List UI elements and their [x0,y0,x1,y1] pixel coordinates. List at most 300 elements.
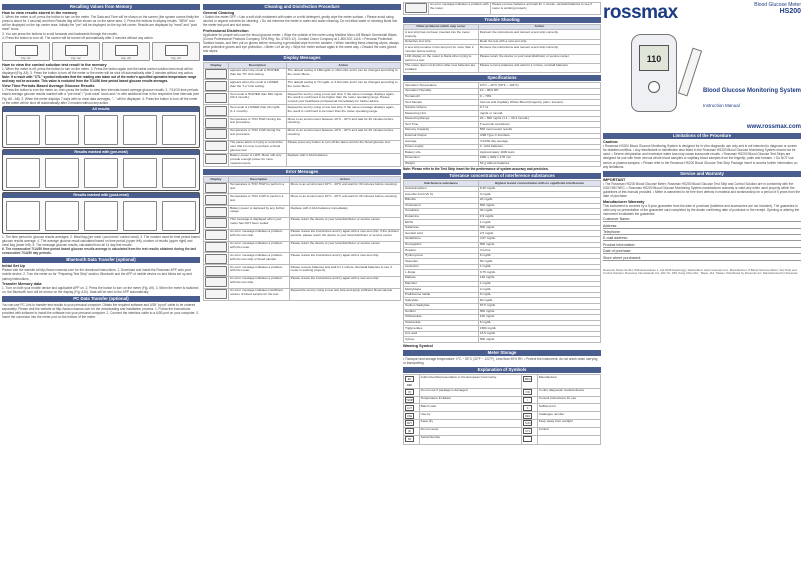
tolerance-substance: Heparin [404,248,479,254]
trouble-problem: The meter does not function after new batteries are installed. [404,64,479,73]
symbol-glyph-cell [404,412,420,420]
tolerance-substance: Triglycerides [404,326,479,332]
tolerance-concentration: 30 mg/dL [478,209,600,215]
symbol-icon: SN [405,436,414,442]
screen-all-results: All results [2,106,200,148]
error-display-cell [204,288,229,300]
tolerance-substance: Glutathione [404,236,479,242]
field-telephone[interactable]: Telephone: [603,230,801,235]
symbol-meaning: Sufficient for [537,404,600,412]
tolerance-concentration: 120 mg/dL [478,276,600,282]
display-desc: appears when the result is LOWER than the "Lo" limit setting. [229,80,287,92]
symbol-row [404,375,601,389]
error-action: Please return the device to your local distributor or service center. [289,218,400,230]
para-transfer: 1. Turn on both your mobile device and applicable APP on. 2. Press the button to turn on the meter (Fig. A9). 3. When the meter is switched on, the Bluetooth icon will be shown on the display (Fig. A10). Data will be sent to the APP automatically. [2,285,199,294]
error-screen-icon [205,183,227,193]
symbol-icon: (2) [405,428,414,434]
error-action: Please review the instructions and try again with a new test strip. [289,253,400,265]
error-desc: Battery power is depleted by any further usage. [229,206,290,218]
error-screen-icon [205,277,227,287]
tolerance-substance: Pralidoxime iodide [404,292,479,298]
display-cell [204,129,229,141]
troubleshooting-table [403,24,601,74]
column-cover [603,2,801,560]
display-action: Please press any button to turn off the alarm and do the blood glucose test. [286,140,400,153]
th-trouble-action: Action [478,24,600,30]
spec-value: 108L x 40W x 17H mm [478,155,600,161]
product-line: Blood Glucose Meter [754,2,801,8]
test-strip-image [678,48,702,97]
trouble-action: Please remove batteries and wait for 1 minute, reinstall batteries. [478,64,600,73]
tolerance-substance: L-Dopa [404,270,479,276]
heading-transfer: Transfer Memory data [2,281,42,286]
tolerance-concentration: 500 mg/dL [478,203,600,209]
error-desc: This message is displayed when your meter has NOT been coded. [229,218,290,230]
spec-key: Sample Volume [404,105,479,111]
spec-key: Operation Humidity [404,89,479,95]
specifications-table [403,82,601,167]
error-action: Please review the instructions and try again with a new test strip. If the problem persists, please return the device to your local distributor or service center. [289,229,400,241]
display-row [204,92,401,105]
display-row [204,140,401,153]
tolerance-concentration: 6.25 mg/dL [478,186,600,192]
hero-illustration [603,28,801,120]
section-bar-limitations: Limitations of the Procedure [603,133,801,139]
display-desc: Temperature is TOO HIGH during the test procedure. [229,117,287,129]
symbol-meaning: Authorized Representative in the European Community [419,375,522,389]
symbol-icon: EC REP [406,377,413,387]
spec-key: Average [404,139,479,145]
section-bar-recall: Recalling Values from Memory [2,4,200,10]
symbols-table [403,374,601,445]
symbol-meaning: Consult instructions for use [537,396,600,404]
symbol-row [404,412,601,420]
error-row [204,265,401,277]
symbol-row [404,404,601,412]
symbol-meaning [537,435,600,445]
para-control-memory: 1. When the meter is off, press the button to turn on the meter. 2. Press the button again and the latest control solution test result will be displayed (Fig. A5). 3. Press the button to turn off the meter or the meter will be shut off automatically after 2 minutes without any action. [2,66,194,75]
display-row [204,153,401,166]
trouble-row [404,64,601,73]
error-top-action: Please remove batteries and wait for 1 minute, reinstall batteries to see if meter is working properly. [491,3,601,15]
display-screen-icon [205,154,227,164]
section-bar-storage: Meter Storage [403,350,601,356]
section-bar-cleaning: Cleaning and Disinfection Procedure [203,4,401,10]
error-desc: Temperature is TOO HIGH to perform a test. [229,182,290,194]
display-action: Move to an environment between 10°C - 40°C and wait for 30 minutes before retesting. [286,129,400,141]
symbol-meaning: Do not reuse [419,427,522,435]
trouble-row [404,54,601,63]
field-product-info[interactable]: Product Information: [603,243,801,248]
spec-key: Power supply [404,144,479,150]
error-action: Please review the instructions and try again with a new test strip. [289,276,400,288]
th-problem: Other problems which may occur [404,24,479,30]
tolerance-concentration: 100 mg/dL [478,315,600,321]
spec-value: 20 ~ 600 mg/dL (1.1 ~ 33.3 mmol/L) [478,116,600,122]
tolerance-concentration: 2.5 mg/dL [478,231,600,237]
para-mfr-warranty: This instrument is covered by a 5 year guarantee from the date of purchase (batteries and accessories are not included). The guarantee is valid only on presentation of the guarantee card completed by the dealer confirming date of purchase or the receipt. Opening or altering the instrument invalidates the guarantee. [603,203,800,216]
symbol-row [404,427,601,435]
symbol-meaning: Control [537,427,600,435]
error-action: Move to an environment 10°C - 40°C and wait for 30 minutes before retesting. [289,194,400,206]
hero-title: Blood Glucose Monitoring System [703,88,801,94]
symbol-glyph-cell [522,404,538,412]
display-cell [204,92,229,105]
symbol-glyph-cell [404,427,420,435]
symbol-glyph-cell [404,388,420,396]
symbol-glyph-cell [522,427,538,435]
meter-image [631,34,677,112]
th-error-display: Display [204,177,229,183]
error-screen-icon [205,218,227,228]
para-cleaning: • Switch the meter OFF. • Use a soft cloth moistened with water or a mild detergent, gently wipe the meter surface. • Please avoid using alcohol or organic solvents for cleaning. • Do not immerse the meter in water and water cleaning. Do not allow water or cleaning fluids into the meter test port and slot areas. [203,15,398,28]
display-messages-table [203,62,401,167]
spec-key: Memory Capacity [404,128,479,134]
error-desc: An error message indicates a problem with the meter. [229,265,290,277]
display-action: Repeat the test by using a new test strip. If the same message displays again, the result is confirmed to be higher than the meter operating range. Please consult your healthcare professional immediately for further advice. [286,92,400,105]
symbol-meaning: Temperature limitation [419,396,522,404]
heading-general-cleaning: General Cleaning [203,11,235,16]
symbol-row [404,435,601,445]
display-row [204,105,401,117]
tolerance-substance: Methyldopa [404,287,479,293]
error-screen-icon [205,207,227,217]
symbol-icon: USE [406,414,413,418]
website-url: www.rossmax.com [746,124,801,130]
th-action: Action [286,63,400,69]
display-cell [204,105,229,117]
th-display: Display [204,63,229,69]
tolerance-concentration: 2 mg/dL [478,287,600,293]
error-action: Replace with 2 AAA batteries immediately. [289,206,400,218]
tolerance-concentration: 50 mg/dL [478,259,600,265]
symbol-meaning: Do not use if package is damaged [419,388,522,396]
heading-warning: Warning Symbol [403,344,433,349]
tolerance-substance: Hydroxyurea [404,253,479,259]
cover-header [603,2,801,24]
trouble-action: Remove the instructions and reinsert a test strip correctly. [478,45,600,54]
error-action: Move to an environment 10°C - 40°C and wait for 30 minutes before retesting. [289,182,400,194]
error-action: Please return the device to your local distributor or service center. [289,241,400,253]
trouble-row [404,45,601,54]
screen-pre-meal: Results marked with (pre-meal) [2,149,200,191]
footer-addresses: Rossmax Swiss GmbH, Widnauerstrasse 1, CH-9435 Heerbrugg, Switzerland. www.rossmax.com. Manufacturer of Blood Glucose Meter, Test Strip and Control Solution: Rossmax International Ltd. 12F, No. 189, Kang Chien Rd., Taipei, 114, Taiwan. Distributed by Rossmax Inc. Manufactured for Rossmax. [603,267,799,276]
tolerance-concentration: 500 mg/dL [478,242,600,248]
display-desc: Test result is LOWER than 20 mg/dL (1.1 mmol/L). [229,105,287,117]
note-consecutive: 6. The consecutive 7/14/30 time period based glucose results average is calculated from the test results obtained during the last consecutive 7/14/30 day periods. [2,246,196,256]
error-display-cell [204,206,229,218]
tolerance-substance: Dopamine [404,214,479,220]
display-screen-icon [205,141,227,151]
figure-a1: Fig. A1 [2,42,50,61]
spec-key: Hematocrit [404,94,479,100]
heading-disinfection: Professional Disinfection [203,28,249,33]
tolerance-substance: Sorbitol [404,309,479,315]
section-bar-trouble: Trouble Shooting [403,17,601,23]
tolerance-row [404,337,601,343]
trouble-problem: A test strip has not been inserted into the meter properly. [404,30,479,39]
error-top-display [404,3,429,15]
error-display-cell [204,241,229,253]
error-display-cell [204,265,229,277]
field-address[interactable]: Address: [603,224,801,229]
spec-key: Measuring Unit [404,111,479,117]
tolerance-substance: Mannitol [404,281,479,287]
symbol-meaning: Keep away from sunlight [537,420,600,428]
heading-initial-setup: Initial Set Up [2,264,25,269]
spec-key: Measuring Range [404,116,479,122]
error-screen-icon [205,230,227,240]
trouble-problem: A test strip remains in the test port for more than 2 minutes before testing. [404,45,479,54]
tolerance-concentration: 87.5 mg/dL [478,303,600,309]
display-screen-icon [205,106,227,116]
spec-value: 0.7 uL [478,105,600,111]
trouble-action: Redo the test with a new test strip. [478,39,600,45]
symbol-glyph-cell [404,375,420,389]
symbol-icon: SUN [524,422,531,426]
symbol-meaning: Serial Number [419,435,522,445]
display-row [204,80,401,92]
symbol-icon: LOT [406,406,413,410]
spec-value: Venous and Capillary Whole Blood (Fingertip, palm, forearm) [478,100,600,106]
spec-value: 0 ~ 70% [478,94,600,100]
tolerance-substance: Galactose [404,225,479,231]
tolerance-substance: Bilirubin [404,197,479,203]
error-row [204,194,401,206]
para-memory-3: 4. Press the button to turn off. The screen will be turned off automatically after 2 minutes without any action. [2,35,154,40]
symbol-glyph-cell [404,420,420,428]
display-desc: Test result is HIGHER than 600 mg/dL (33.3 mmol/L). [229,92,287,105]
symbol-meaning: Manufacturer [537,375,600,389]
symbol-meaning: Keep dry [419,420,522,428]
display-screen-icon [205,118,227,128]
display-desc: The panel alarm is trying to remind the user that it is time to perform a blood glucose test. [229,140,287,153]
symbol-icon: i [523,397,532,403]
symbol-glyph-cell [404,404,420,412]
error-display-cell [204,194,229,206]
symbol-meaning: In vitro diagnostic medical device [537,388,600,396]
heading-average: View Time Periods Based Average Glucose Results [2,84,95,89]
tolerance-concentration: 3 IU/mL [478,248,600,254]
spec-value: 7/14/30 day average [478,139,600,145]
symbol-glyph-cell [522,435,538,445]
warranty-form [603,217,801,260]
spec-key: External Output [404,133,479,139]
column-specs [403,2,601,560]
spec-key: Operation Temperature [404,83,479,89]
field-email[interactable]: E-mail address: [603,236,801,241]
section-bar-symbols: Explanation of Symbols [403,367,601,373]
heading-caution: Caution: [603,140,619,145]
section-bar-warranty: Service and Warranty [603,171,801,177]
para-average: 1. Press the button to turn the meter on, then press the button to view time intervals based average glucose results. 2. 7/14/30 time periods based average glucose results marked with a "pre meal" / "post meal" icons and / or with additional time in the respective time intervals (see Fig. A6 - A8). 3. When the meter displays 7 days with no meal data averages, "--" will be displayed. 4. Press the button to turn off the meter or the meter will be shut off automatically after 2 minutes without any action. [2,88,200,105]
section-bar-display: Display Messages [203,55,401,61]
notes-average: 1. The time period for glucose results averages. 2. Meal flag (pre meal / post meal / control meal). 3. The number used for time period based glucose results average. 4. The average glucose result calculated based on time period (upper left), number of results (upper right) and meal flag (lower left). 5. The message glucose results, calculated from all 14 day test results. [2,234,200,247]
error-display-cell [204,218,229,230]
error-desc: An error message indicates a problem with the test strip or blood sample. [229,253,290,265]
tolerance-concentration: 20 mg/dL [478,197,600,203]
tolerance-concentration: 5 mg/dL [478,292,600,298]
tolerance-concentration: 1 mg/dL [478,220,600,226]
error-row [204,241,401,253]
tolerance-table [403,180,601,343]
spec-row [404,161,601,167]
heading-important: IMPORTANT [603,177,626,182]
trouble-row [404,30,601,39]
display-cell [204,153,229,166]
display-action: Repeat the test by using a new test strip. If the same message displays again, the result is confirmed to be lower than the meter operating range. [286,105,400,117]
para-warranty: • The Rossmax HS200 Blood Glucose Meter, Rossmax HS200 Blood Glucose Test Strip and Control Solution are in conformity with the IVDD 98/79/EC. • Rossmax HS200 Blood Glucose Monitoring System manufacturer warranty is valid only when used properly within the guidelines of this manual provided. • Meter is warranted to be free from defects in material and workmanship for a period of 5 years from the date of purchase. [603,181,801,199]
spec-key: Weight [404,161,479,167]
spec-key: Dimension [404,155,479,161]
tolerance-concentration: 1 mg/dL [478,281,600,287]
tolerance-substance: Cholesterol [404,203,479,209]
symbol-icon: CTL [523,428,532,434]
error-display-cell [204,182,229,194]
display-desc: appears when the result is HIGHER than the "Hi" limit setting. [229,68,287,80]
error-screen-icon [205,242,227,252]
error-row [204,288,401,300]
th-substance: Interference substance [404,181,479,187]
error-top-table [403,2,601,15]
error-action: Repeat the test by using a new test strip and apply sufficient blood sample. [289,288,400,300]
tolerance-substance: Maltose [404,276,479,282]
field-date-purchase[interactable]: Date of purchase: [603,249,801,254]
tolerance-substance: Acetaminophen [404,186,479,192]
error-desc: An error message indicates a problem with the meter. [229,241,290,253]
display-row [204,117,401,129]
para-pc: You can use PC Link to transfer test results to your personal computer. Obtain the required software and USB "pport" cable to be ordered separately. Please visit the website at http://www.rossmax.com for the downloading and installation process. 1. Follow the instructions provided with software to install the software into your personal computer. 2. Connect the interface cable to a USB port on your computer. 3. Insert the connector into the meter port on the bottom of the meter. [2,303,199,320]
product-model: HS200 [779,8,801,15]
symbol-glyph-cell [522,388,538,396]
spec-note: Note: Please refer to the Test Strip insert for the performance of system accuracy and precision. [403,167,549,172]
symbol-glyph-cell [522,396,538,404]
tolerance-substance: Gentisic acid [404,231,479,237]
tolerance-substance: Uric acid [404,331,479,337]
display-desc: Temperature is TOO LOW during the test procedure. [229,129,287,141]
display-action: The default setting is 70 mg/dL or 3.9mmol/L and it can be changed according to the meter Menu. [286,80,400,92]
heading-mfr-warranty: Manufacturer Warranty [603,199,645,204]
th-concentration: Highest tested concentration with no significant interference [478,181,600,187]
tolerance-substance: Hemoglobin [404,242,479,248]
spec-value: Approximately 1000 tests [478,150,600,156]
symbol-row [404,388,601,396]
tolerance-concentration: 1500 mg/dL [478,326,600,332]
field-customer-name[interactable]: Customer Name: [603,217,801,222]
symbol-glyph-cell [522,412,538,420]
error-row [204,182,401,194]
tolerance-substance: Icodextrin [404,264,479,270]
display-screen-icon [205,129,227,139]
meter-button-icon [648,81,660,93]
spec-value: mg/dL or mmol/L [478,111,600,117]
symbol-icon: DRY [406,422,413,426]
display-screen-icon [205,69,227,79]
display-action: Move to an environment between 10°C - 40°C and wait for 30 minutes before retesting. [286,117,400,129]
tolerance-concentration: 0.75 mg/dL [478,270,600,276]
tolerance-concentration: 16.5 mg/dL [478,331,600,337]
tolerance-concentration: 0.9 mg/dL [478,214,600,220]
error-screen-icon [205,289,227,299]
trouble-action: Please return the device to your local distributor or service center. [478,54,600,63]
tolerance-concentration: 5 mg/dL [478,320,600,326]
error-row [204,206,401,218]
para-memory-1: 1. When the meter is off, press the button to turn on the meter. The Data and Time will be shown on the screen (the system comes firstly the press is about for 1 second) and then Results flag will be shown as on the same area. 2. Press the buttons to display results. "MEM" icon will be displayed on the top center area. Initially the "pre" will be displayed on the top-left corner. Results are displayed by "meal" and "post meal" icons. [2,15,200,32]
spec-value: 10 ~ 90% RH [478,89,600,95]
section-bar-error: Error Messages [203,169,401,175]
para-setup: Please visit the website at http://www.rossmax.com for the download instructions. 1. Download and install the Rossmax APP onto your mobile device. 2. Turn the meter on for "Preparing Test Strip" section. Bluetooth and the APP of mobile device on and follow set up and pairing instructions. [2,268,192,281]
figure-a4: Fig. A4 [152,42,200,61]
tolerance-substance: Salicylate [404,298,479,304]
para-limitations: • Rossmax HS200 Blood Glucose Monitoring System is designed for in vitro diagnostic use only and is not intended to diagnose or screen for diabetes mellitus. • Any disinfectant or disinfection also listed in the Rossmax HS200 Blood Glucose Monitoring System should not be used. • Severe dehydration and excessive water loss may cause inaccurate results. • Rossmax HS200 Blood Glucose Test Strips are designed for use with fresh venous whole blood samples or capillary blood samples from the fingertip, palm and forearm. • Do NOT use serum or plasma samples. • Please refer to the Rossmax HS200 Blood Glucose Test Strip Package insert to access further information on any limitations. [603,144,798,169]
error-display-cell [204,253,229,265]
spec-value: 10°C ~ 40°C (50°F ~ 104°F) [478,83,600,89]
error-desc: An error message indicates a problem with the test strip. [229,229,290,241]
tolerance-substance: Sodium Salicylate [404,303,479,309]
tolerance-concentration: 60 mg/dL [478,298,600,304]
error-messages-table [203,176,401,300]
tolerance-substance: Tolbutamide [404,315,479,321]
display-row [204,68,401,80]
section-bar-bluetooth: Bluetooth Data Transfer (optional) [2,257,200,263]
symbol-glyph-cell [404,435,420,445]
error-top-desc: An error message indicates a problem with the meter. [429,3,491,15]
symbol-icon: MFG [524,377,531,381]
heading-view-memory: How to view results stored in the memory [2,11,78,16]
spec-value: 5 seconds countdown [478,122,600,128]
symbol-icon: (X) [405,389,414,395]
symbol-icon: Σ [523,405,532,411]
display-cell [204,80,229,92]
symbol-meaning: Catalogue number [537,412,600,420]
meter-lcd: 110 [639,45,669,71]
symbol-glyph-cell [522,420,538,428]
trouble-problem: LCD display on the meter is blank when trying to perform a test. [404,54,479,63]
figure-a2: Fig. A2 [52,42,100,61]
product-name [754,2,801,15]
display-action: Replace with 2 AAA batteries. [286,153,400,166]
tolerance-concentration: 500 mg/dL [478,225,600,231]
error-row [204,218,401,230]
column-cleaning-messages [203,2,401,560]
hero-subtitle: Instruction Manual [703,103,740,108]
error-display-cell [204,229,229,241]
error-row [204,276,401,288]
error-desc: An error message indicates a problem with the test strip. [229,276,290,288]
para-disinfection: Applicable for people who use the blood glucose meter. • Wipe the outside of the meter using Medline Micro-Kill Bleach Germicidal Wipes (Clorox Professional Products Company, EPA Reg. No. 67619-12). Contact Clorox Company at 1-800-537-1415. • Personal Protection: Sanitize hands, and then put on gloves before removing a germicidal wipe from the canister. • When handling these cleaning wipes, always wear protective gloves and eye protection. • Meter: Let air dry. • Wipe the meter surface again in the same way. • Discard the used gloves and wipes. [203,32,399,54]
section-bar-specifications: Specifications [403,75,601,81]
spec-key: Test Time [404,122,479,128]
field-store[interactable]: Store where purchased: [603,256,801,261]
display-cell [204,68,229,80]
error-screen-icon [205,254,227,264]
rossmax-logo: rossmax [603,2,678,23]
symbol-icon [523,436,532,442]
tolerance-substance: Ibuprofen [404,259,479,265]
tolerance-concentration: 6 mg/dL [478,253,600,259]
error-screen-icon [205,266,227,276]
spec-value: 500 most recent results [478,128,600,134]
symbol-row [404,420,601,428]
section-bar-tolerance: Tolerance concentration of interference substances [403,173,601,179]
error-row [204,229,401,241]
tolerance-concentration: 3 mg/dL [478,192,600,198]
error-screen-icon [205,195,227,205]
display-row [204,129,401,141]
tolerance-substance: EDTA [404,220,479,226]
symbol-glyph-cell [404,396,420,404]
display-screen-icon [205,81,227,91]
